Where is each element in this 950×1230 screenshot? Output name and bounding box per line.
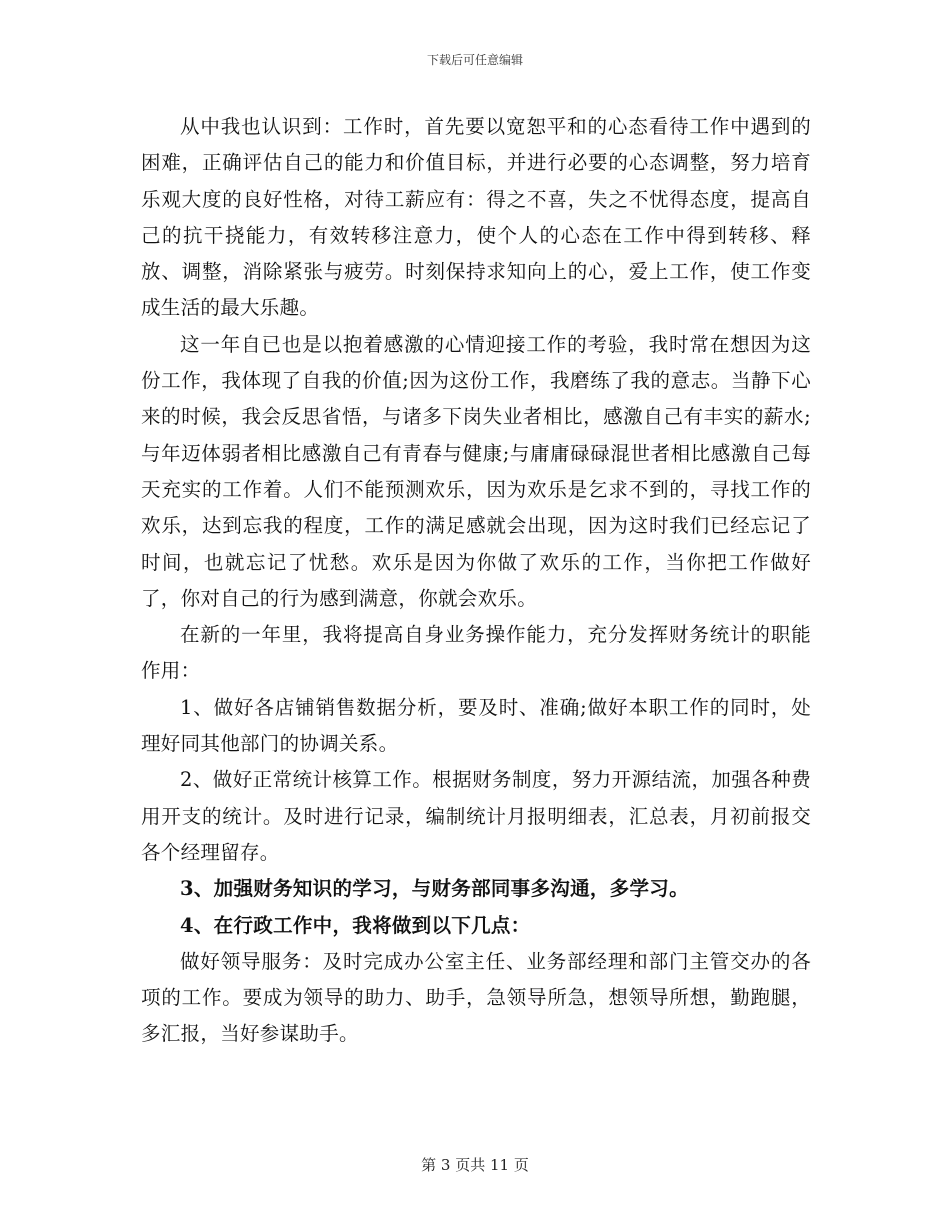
list-item-3: 3、加强财务知识的学习，与财务部同事多沟通，多学习。 <box>180 877 689 901</box>
list-item-4: 4、在行政工作中，我将做到以下几点： <box>180 913 531 937</box>
paragraph-gratitude: 这一年自已也是以抱着感激的心情迎接工作的考验，我时常在想因为这份工作，我体现了自我的价值;因为这份工作，我磨练了我的意志。当静下心来的时候，我会反思省悟，与诸多下岗失业者相比，感激自己有丰实的薪水;与年迈体弱者相比感激自己有青春与健康;与庸庸碌碌混世者相比感激自己每天充实的工作着。人们不能预测欢乐，因为欢乐是乞求不到的，寻找工作的欢乐，达到忘我的程度，工作的满足感就会出现，因为这时我们已经忘记了时间，也就忘记了忧愁。欢乐是因为你做了欢乐的工作，当你把工作做好了，你对自己的行为感到满意，你就会欢乐。 <box>141 332 811 610</box>
list-item-2: 2、做好正常统计核算工作。根据财务制度，努力开源结流，加强各种费用开支的统计。及时进行记录，编制统计月报明细表，汇总表，月初前报交各个经理留存。 <box>141 768 811 864</box>
page-number: 第 3 页共 11 页 <box>421 1156 529 1174</box>
list-item-1: 1、做好各店铺销售数据分析，要及时、准确;做好本职工作的同时，处理好同其他部门的协调关系。 <box>141 695 811 756</box>
paragraph-leadership-service: 做好领导服务：及时完成办公室主任、业务部经理和部门主管交办的各项的工作。要成为领导的助力、助手，急领导所急，想领导所想，勤跑腿，多汇报，当好参谋助手。 <box>141 949 811 1046</box>
page-header: 下载后可任意编辑 <box>426 53 523 67</box>
paragraph-new-year-plan: 在新的一年里，我将提高自身业务操作能力，充分发挥财务统计的职能作用： <box>141 623 811 683</box>
document-body <box>141 109 811 1053</box>
paragraph-mindset: 从中我也认识到：工作时，首先要以宽恕平和的心态看待工作中遇到的困难，正确评估自己的能力和价值目标，并进行必要的心态调整，努力培育乐观大度的良好性格，对待工薪应有：得之不喜，失之不忧得态度，提高自己的抗干挠能力，有效转移注意力，使个人的心态在工作中得到转移、释放、调整，消除紧张与疲劳。时刻保持求知向上的心，爱上工作，使工作变成生活的最大乐趣。 <box>141 115 811 320</box>
